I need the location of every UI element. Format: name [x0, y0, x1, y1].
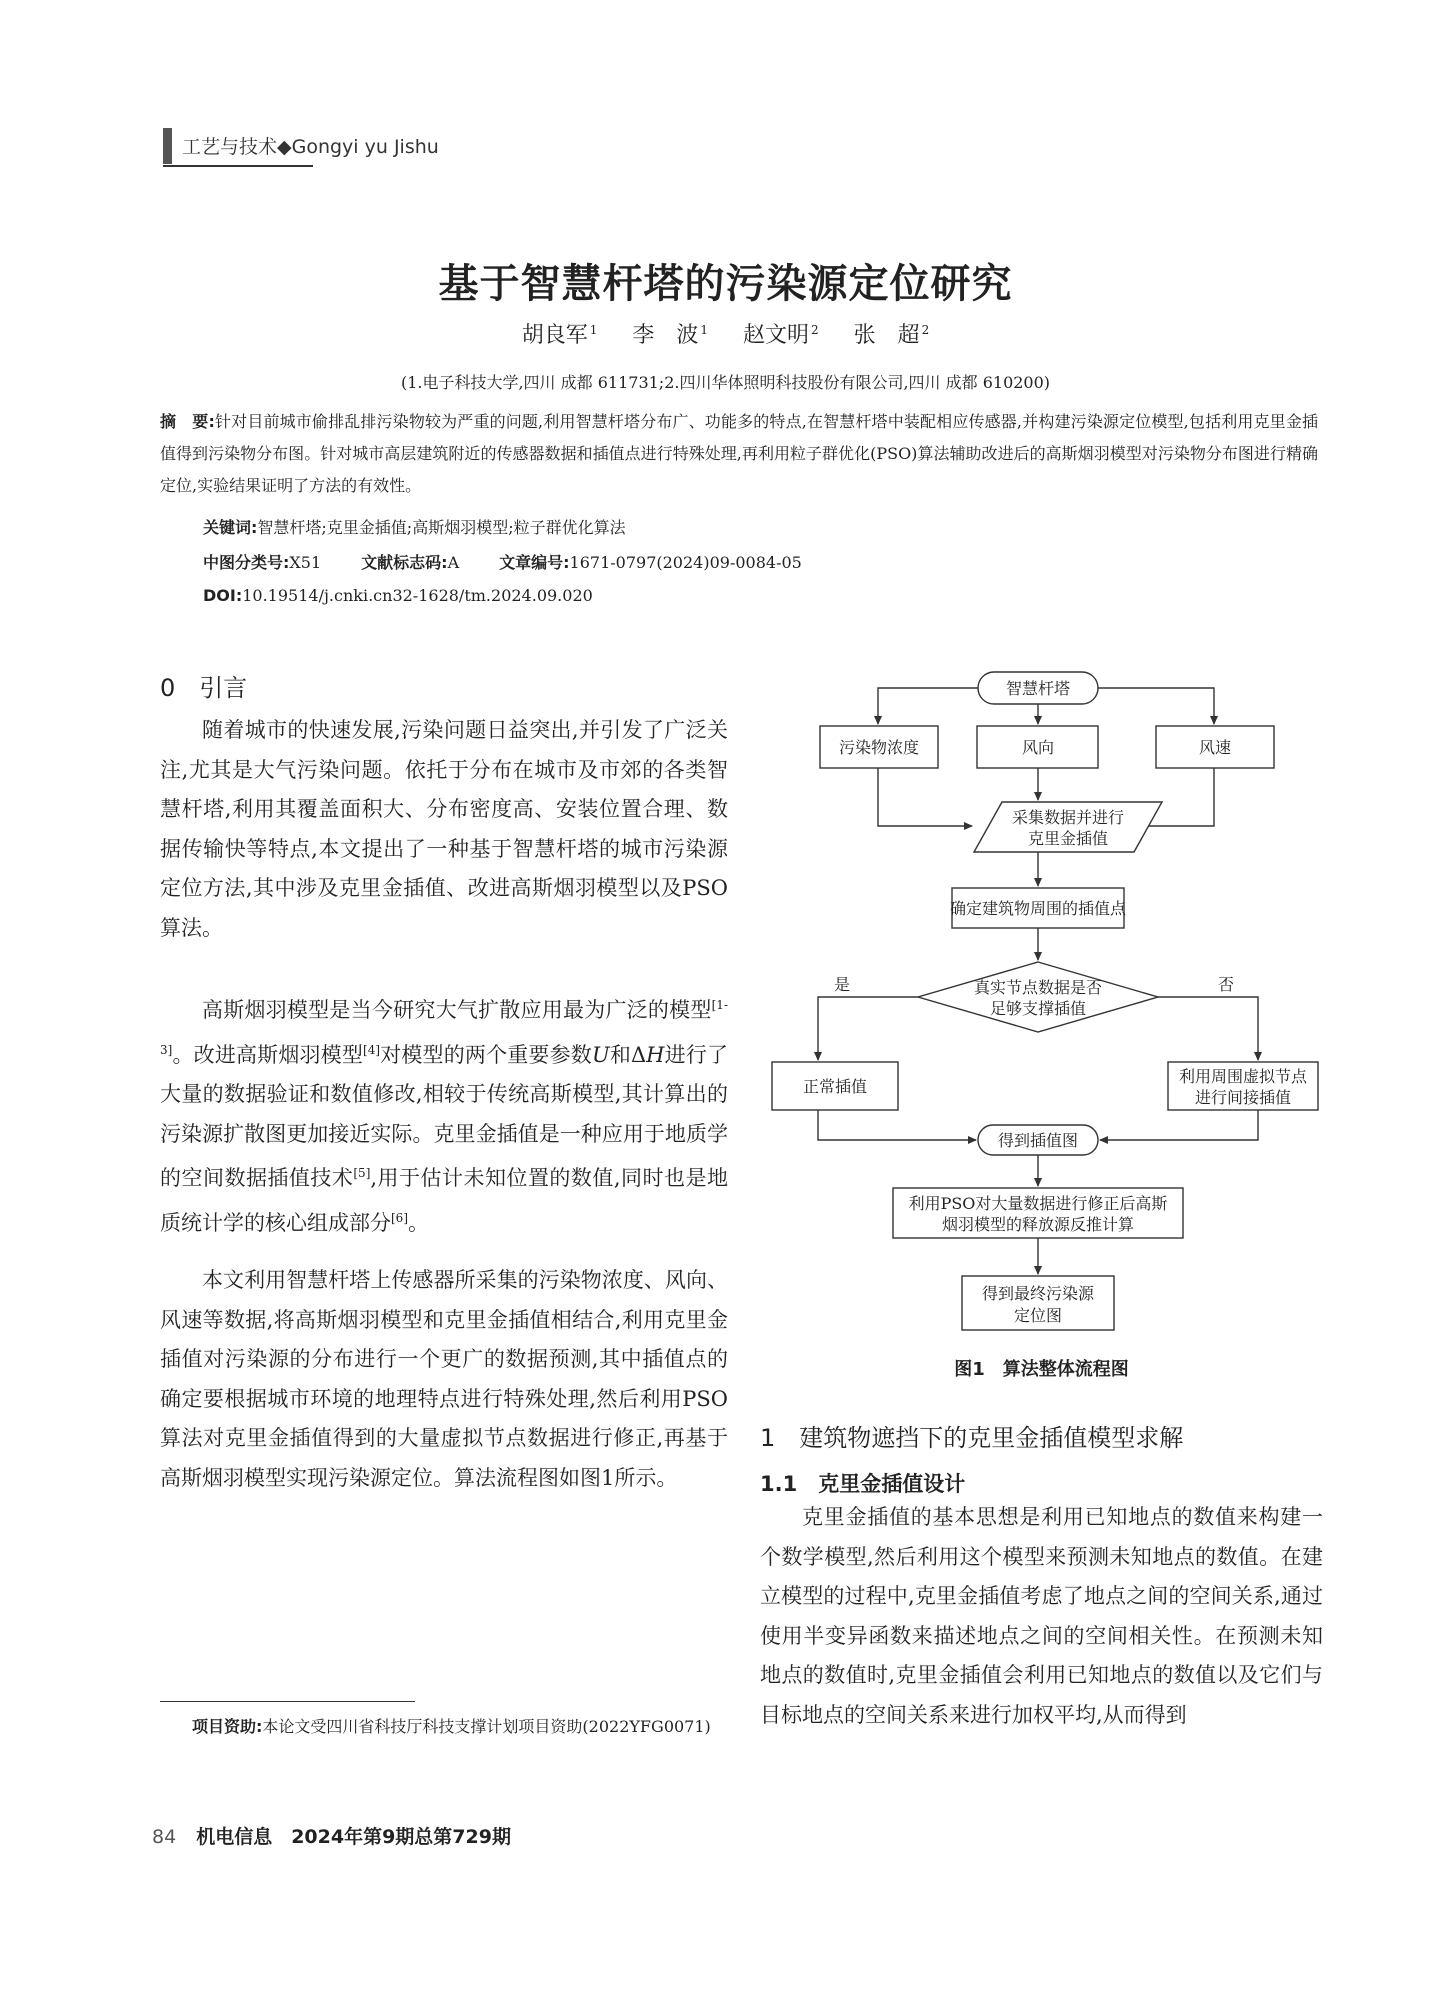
doi-value: 10.19514/j.cnki.cn32-1628/tm.2024.09.020 — [242, 586, 593, 605]
flow-arrow — [1098, 688, 1214, 724]
flow-label-yes: 是 — [833, 975, 851, 994]
footnote-label: 项目资助: — [192, 1717, 263, 1736]
paragraph: 随着城市的快速发展,污染问题日益突出,并引发了广泛关注,尤其是大气污染问题。依托于分布在城市及市郊的各类智慧杆塔,利用其覆盖面积大、分布密度高、安装位置合理、数据传输快等特点,本文提出了一种基于智慧杆塔的城市污染源定位方法,其中涉及克里金插值、改进高斯烟羽模型以及PSO算法。 — [160, 718, 728, 940]
flow-label: 定位图 — [1013, 1306, 1063, 1325]
flow-label: 进行间接插值 — [1194, 1088, 1292, 1107]
flow-label: 确定建筑物周围的插值点 — [949, 899, 1127, 918]
abstract-label: 摘 要: — [160, 412, 215, 431]
paragraph: 本文利用智慧杆塔上传感器所采集的污染物浓度、风向、风速等数据,将高斯烟羽模型和克里金插值相结合,利用克里金插值对污染源的分布进行一个更广的数据预测,其中插值点的确定要根据城市环境的地理特点进行特殊处理,然后利用PSO算法对克里金插值得到的大量虚拟节点数据进行修正,再基于高斯烟羽模型实现污染源定位。算法流程图如图1所示。 — [160, 1268, 728, 1490]
flow-arrow — [1100, 1110, 1258, 1140]
flow-label: 利用PSO对大量数据进行修正后高斯 — [908, 1194, 1168, 1213]
keywords — [203, 515, 626, 538]
author — [854, 318, 930, 349]
flow-label: 利用周围虚拟节点 — [1178, 1067, 1308, 1086]
figure-caption: 图1 算法整体流程图 — [954, 1359, 1129, 1380]
flow-label: 足够支撑插值 — [989, 999, 1087, 1018]
flow-label: 污染物浓度 — [838, 738, 920, 757]
keywords-text: 智慧杆塔;克里金插值;高斯烟羽模型;粒子群优化算法 — [257, 518, 626, 537]
paragraph — [160, 986, 728, 1243]
flow-label: 正常插值 — [802, 1077, 868, 1096]
flow-arrow — [878, 768, 972, 826]
author-name: 张 超 — [853, 323, 920, 348]
algorithm-flowchart — [760, 660, 1323, 1340]
page-footer — [152, 1822, 511, 1849]
citation: [4] — [363, 1042, 381, 1057]
author-name: 李 波 — [632, 323, 699, 348]
author-affiliation-mark: 1 — [589, 322, 598, 337]
math-variable: U — [591, 1042, 610, 1067]
page-number: 84 — [152, 1826, 177, 1848]
author — [632, 318, 708, 349]
author-name: 赵文明 — [743, 323, 810, 348]
header-rule — [163, 165, 313, 167]
paper-title: 基于智慧杆塔的污染源定位研究 — [438, 261, 1013, 307]
flow-label: 烟羽模型的释放源反推计算 — [941, 1215, 1135, 1234]
flow-label-no: 否 — [1217, 975, 1235, 994]
citation: [6] — [391, 1210, 408, 1225]
text-run: ,用于估计未知位置的数值,同时也是地质统计学的核心组成部分 — [160, 1166, 728, 1235]
flow-label: 真实节点数据是否 — [973, 978, 1103, 997]
classification-line — [203, 550, 802, 573]
citation: [5] — [353, 1166, 371, 1180]
flow-label: 风速 — [1198, 738, 1232, 757]
text-run: 高斯烟羽模型是当今研究大气扩散应用最为广泛的模型 — [202, 998, 712, 1022]
footnote-text: 本论文受四川省科技厅科技支撑计划项目资助(2022YFG0071) — [262, 1717, 711, 1736]
author — [522, 318, 598, 349]
text-run: 。改进高斯烟羽模型 — [172, 1042, 364, 1067]
author — [743, 318, 819, 349]
author-name: 胡良军 — [521, 323, 588, 348]
author-affiliation-mark: 1 — [700, 322, 708, 337]
abstract — [160, 406, 1318, 502]
flow-arrow — [818, 1110, 976, 1140]
doc-code-value: A — [447, 553, 460, 572]
subsection-heading: 1.1 克里金插值设计 — [760, 1472, 966, 1496]
flow-arrow-yes — [818, 997, 918, 1060]
journal-issue: 机电信息 2024年第9期总第729期 — [196, 1826, 511, 1848]
article-number-value: 1671-0797(2024)09-0084-05 — [569, 553, 802, 572]
flow-label: 风向 — [1021, 738, 1055, 757]
section-heading: 1 建筑物遮挡下的克里金插值模型求解 — [760, 1424, 1184, 1452]
keywords-label: 关键词: — [203, 518, 258, 537]
flow-label: 得到插值图 — [997, 1131, 1079, 1150]
running-header: 工艺与技术◆Gongyi yu Jishu — [182, 136, 439, 158]
math-variable: H — [646, 1042, 665, 1067]
text-run: 对模型的两个重要参数 — [380, 1042, 592, 1067]
section-heading-intro: 0 引言 — [160, 674, 248, 702]
flow-label: 采集数据并进行 — [1011, 808, 1125, 827]
article-number-label: 文章编号: — [499, 553, 570, 572]
text-run: 和Δ — [609, 1042, 647, 1067]
flow-label: 克里金插值 — [1027, 829, 1109, 848]
flow-decision — [918, 962, 1158, 1032]
author-list — [0, 318, 1451, 349]
footnote-rule — [160, 1701, 415, 1702]
author-affiliation-mark: 2 — [921, 322, 930, 337]
flow-arrow — [878, 688, 978, 724]
flow-label: 得到最终污染源 — [981, 1284, 1095, 1303]
funding-footnote — [160, 1712, 728, 1742]
doc-code-label: 文献标志码: — [361, 553, 448, 572]
text-run: 。 — [408, 1210, 429, 1235]
header-bar-mark — [163, 128, 172, 164]
flow-arrow-no — [1158, 997, 1258, 1060]
clc-value: X51 — [289, 553, 322, 572]
clc-label: 中图分类号: — [203, 553, 290, 572]
citation: [1-3] — [160, 998, 728, 1057]
doi-label: DOI: — [203, 586, 243, 605]
author-affiliation-mark: 2 — [811, 322, 819, 337]
paragraph: 克里金插值的基本思想是利用已知地点的数值来构建一个数学模型,然后利用这个模型来预测未知地点的数值。在建立模型的过程中,克里金插值考虑了地点之间的空间关系,通过使用半变异函数来描述地点之间的空间相关性。在预测未知地点的数值时,克里金插值会利用已知地点的数值以及它们与目标地点的空间关系来进行加权平均,从而得到 — [760, 1505, 1323, 1727]
affiliations: (1.电子科技大学,四川 成都 611731;2.四川华体照明科技股份有限公司,四川 成都 610200) — [400, 373, 1051, 392]
abstract-text: 针对目前城市偷排乱排污染物较为严重的问题,利用智慧杆塔分布广、功能多的特点,在智慧杆塔中装配相应传感器,并构建污染源定位模型,包括利用克里金插值得到污染物分布图。针对城市高层建筑附近的传感器数据和插值点进行特殊处理,再利用粒子群优化(PSO)算法辅助改进后的高斯烟羽模型对污染物分布图进行精确定位,实验结果证明了方法的有效性。 — [160, 412, 1318, 495]
flow-label: 智慧杆塔 — [1005, 679, 1071, 698]
text-run: 进行了大量的数据验证和数值修改,相较于传统高斯模型,其计算出的污染源扩散图更加接近实际。克里金插值是一种应用于地质学的空间数据插值技术 — [160, 1042, 728, 1190]
doi-line — [203, 586, 593, 605]
